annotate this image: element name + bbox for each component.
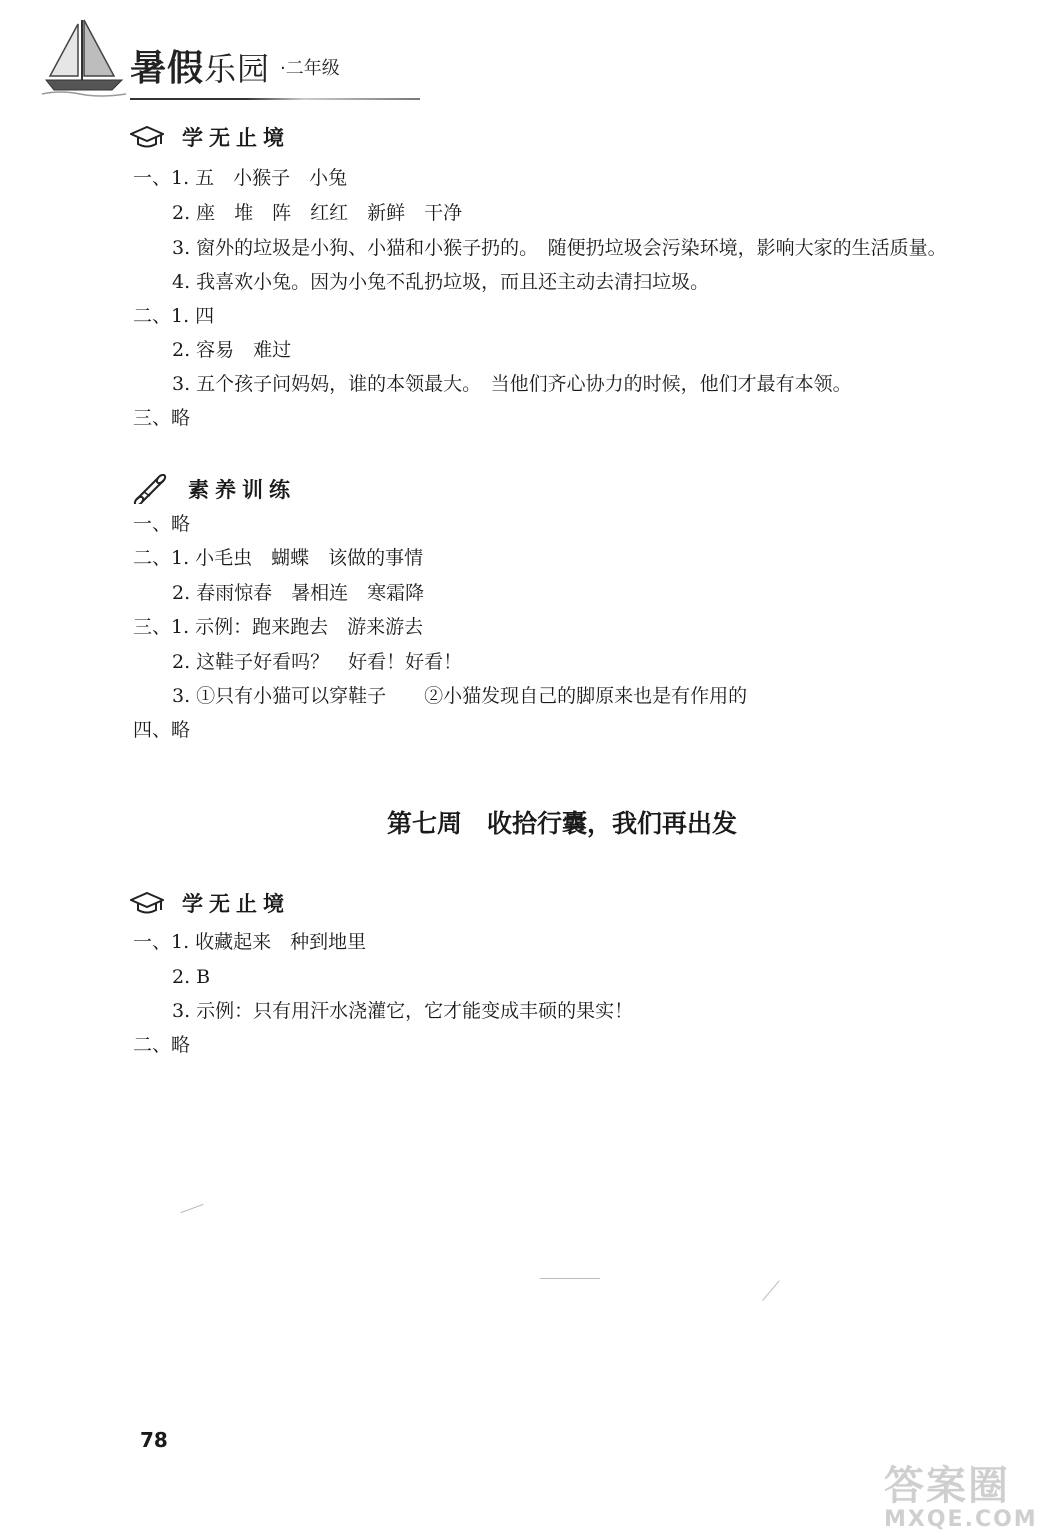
- answer-line: 一、1. 收藏起来 种到地里: [133, 931, 367, 953]
- sailboat-icon: [40, 18, 130, 98]
- week-title: 第七周 收拾行囊，我们再出发: [386, 809, 737, 838]
- section-heading-2: [130, 474, 296, 504]
- answer-line: 四、略: [133, 719, 191, 741]
- watermark-bottom-text: MXQE.COM: [884, 1507, 1038, 1532]
- scroll-icon: [130, 474, 170, 504]
- scan-mark: [181, 1204, 204, 1213]
- answer-line: 2. B: [172, 966, 211, 988]
- answer-line: 二、略: [133, 1034, 191, 1056]
- answer-line: 三、略: [133, 407, 191, 429]
- brand-bold: 暑假: [130, 48, 205, 89]
- answer-line: 三、1. 示例：跑来跑去 游来游去: [133, 616, 424, 638]
- answer-line: 二、1. 小毛虫 蝴蝶 该做的事情: [133, 547, 424, 569]
- section-title: 素养训练: [188, 478, 296, 502]
- header-divider: [130, 98, 420, 100]
- answer-line: 一、1. 五 小猴子 小兔: [133, 167, 348, 189]
- answer-line: 3. 示例：只有用汗水浇灌它，它才能变成丰硕的果实！: [172, 1000, 634, 1022]
- brand-thin: 乐园: [204, 50, 271, 88]
- answer-line: 2. 容易 难过: [172, 339, 292, 361]
- grade-label: ·二年级: [280, 58, 340, 79]
- answer-line: 2. 这鞋子好看吗？ 好看！好看！: [172, 651, 463, 673]
- brand-title: [130, 40, 270, 91]
- page-header: [30, 14, 410, 104]
- section-title: 学无止境: [182, 892, 290, 916]
- graduation-cap-icon: [130, 125, 164, 149]
- answer-line: 二、1. 四: [133, 305, 215, 327]
- answer-line: 3. 五个孩子问妈妈，谁的本领最大。 当他们齐心协力的时候，他们才最有本领。: [172, 373, 852, 395]
- answer-line: 2. 座 堆 阵 红红 新鲜 干净: [172, 202, 463, 224]
- answer-line: 一、略: [133, 513, 191, 535]
- section-heading-3: [130, 888, 290, 918]
- answer-line: 2. 春雨惊春 暑相连 寒霜降: [172, 582, 425, 604]
- scan-mark: [762, 1280, 779, 1301]
- scan-mark: [540, 1278, 600, 1279]
- watermark-top-text: 答案圈: [884, 1463, 1010, 1509]
- section-heading-1: [130, 122, 290, 152]
- graduation-cap-icon: [130, 891, 164, 915]
- answer-line: 3. ①只有小猫可以穿鞋子 ②小猫发现自己的脚原来也是有作用的: [172, 685, 748, 707]
- page-number: 78: [140, 1428, 168, 1452]
- watermark-logo: [884, 1454, 1056, 1530]
- answer-line: 4. 我喜欢小兔。因为小兔不乱扔垃圾，而且还主动去清扫垃圾。: [172, 271, 710, 293]
- answer-line: 3. 窗外的垃圾是小狗、小猫和小猴子扔的。 随便扔垃圾会污染环境，影响大家的生活质量。: [172, 237, 947, 259]
- section-title: 学无止境: [182, 126, 290, 150]
